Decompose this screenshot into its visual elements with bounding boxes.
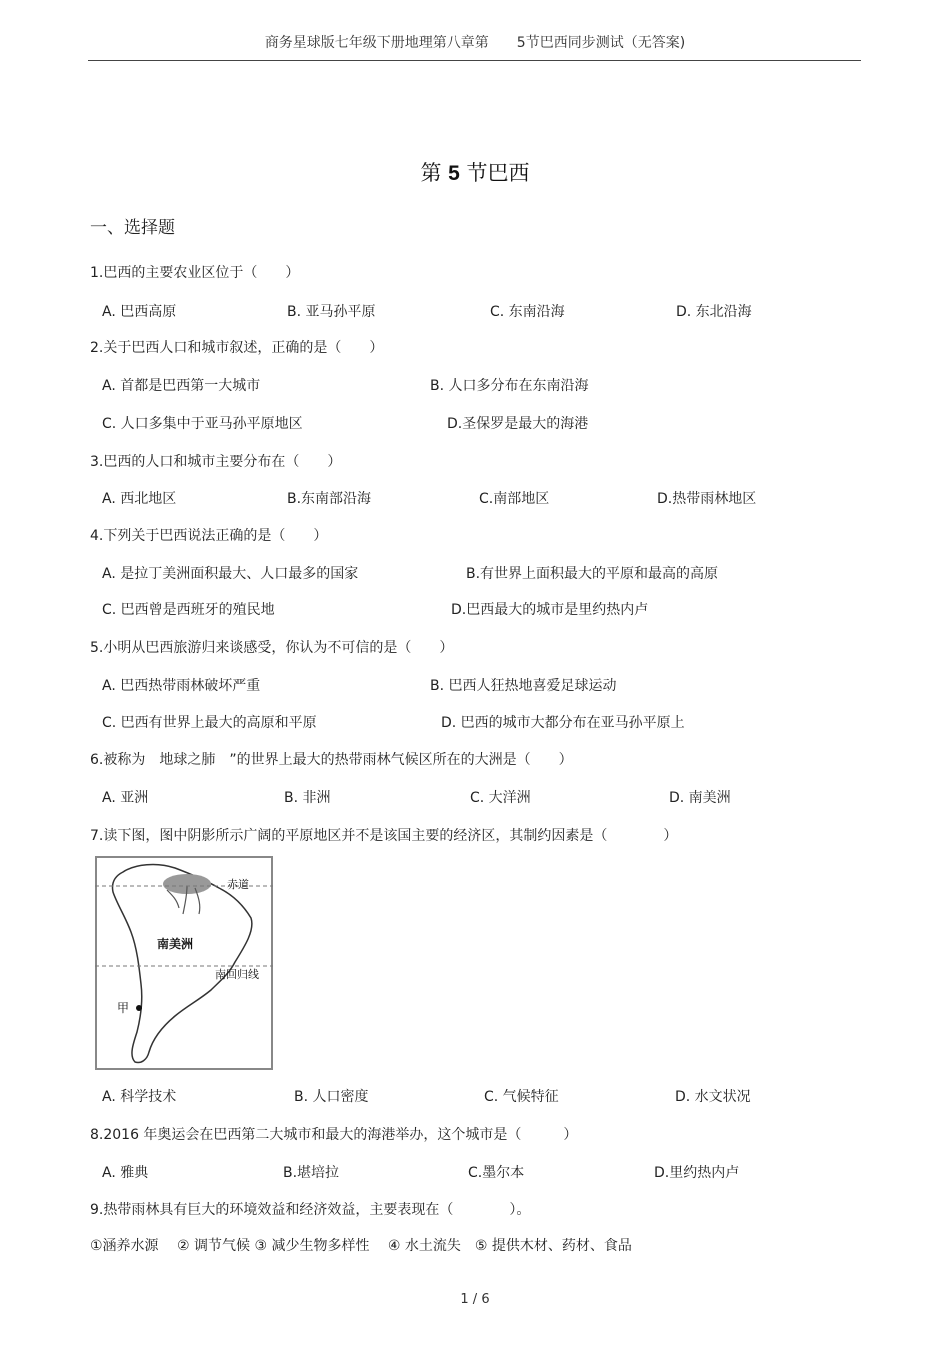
q4-option-d: D.巴西最大的城市是里约热内卢: [451, 602, 649, 618]
question-7: 7.读下图，图中阴影所示广阔的平原地区并不是该国主要的经济区，其制约因素是（ ）: [90, 828, 678, 844]
q8-option-d: D.里约热内卢: [654, 1165, 740, 1181]
page-number: 1 / 6: [460, 1292, 490, 1307]
q7-option-c: C. 气候特征: [484, 1089, 559, 1105]
q6-option-b: B. 非洲: [284, 790, 331, 806]
q2-option-a: A. 首都是巴西第一大城市: [102, 378, 261, 394]
q6-option-c: C. 大洋洲: [470, 790, 531, 806]
q5-option-a: A. 巴西热带雨林破坏严重: [102, 678, 261, 694]
q8-option-c: C.墨尔本: [468, 1165, 525, 1181]
q4-option-a: A. 是拉丁美洲面积最大、人口最多的国家: [102, 566, 359, 582]
q2-option-b: B. 人口多分布在东南沿海: [430, 378, 589, 394]
page-header: 商务星球版七年级下册地理第八章第 5节巴西同步测试（无答案): [264, 35, 686, 51]
q5-option-d: D. 巴西的城市大都分布在亚马孙平原上: [441, 715, 685, 731]
q3-option-b: B.东南部沿海: [287, 491, 372, 507]
q8-option-a: A. 雅典: [102, 1165, 149, 1181]
question-5: 5.小明从巴西旅游归来谈感受，你认为不可信的是（ ）: [90, 640, 454, 656]
question-4: 4.下列关于巴西说法正确的是（ ）: [90, 528, 328, 544]
point-jia-label: 甲: [117, 1001, 130, 1015]
q7-option-d: D. 水文状况: [675, 1089, 751, 1105]
question-2: 2.关于巴西人口和城市叙述，正确的是（ ）: [90, 340, 384, 356]
q1-option-c: C. 东南沿海: [490, 304, 565, 320]
question-3: 3.巴西的人口和城市主要分布在（ ）: [90, 454, 342, 470]
equator-label: 赤道: [227, 878, 249, 891]
q8-option-b: B.堪培拉: [283, 1165, 340, 1181]
q1-option-b: B. 亚马孙平原: [287, 304, 376, 320]
question-1: 1.巴西的主要农业区位于（ ）: [90, 265, 300, 281]
question-8: 8.2016 年奥运会在巴西第二大城市和最大的海港举办，这个城市是（ ）: [90, 1127, 578, 1143]
q3-option-a: A. 西北地区: [102, 491, 177, 507]
q4-option-b: B.有世界上面积最大的平原和最高的高原: [466, 566, 719, 582]
header-divider: [88, 60, 861, 61]
q1-option-a: A. 巴西高原: [102, 304, 177, 320]
south-america-map: [95, 856, 273, 1070]
q2-option-d: D.圣保罗是最大的海港: [447, 416, 589, 432]
q7-option-b: B. 人口密度: [294, 1089, 369, 1105]
q3-option-d: D.热带雨林地区: [657, 491, 757, 507]
continent-label: 南美洲: [157, 937, 194, 951]
q1-option-d: D. 东北沿海: [676, 304, 752, 320]
q6-option-d: D. 南美洲: [669, 790, 731, 806]
question-6: 6.被称为 地球之肺 ”的世界上最大的热带雨林气候区所在的大洲是（ ）: [90, 752, 573, 768]
q2-option-c: C. 人口多集中于亚马孙平原地区: [102, 416, 303, 432]
q5-option-c: C. 巴西有世界上最大的高原和平原: [102, 715, 317, 731]
q3-option-c: C.南部地区: [479, 491, 550, 507]
q9-items: ①涵养水源 ② 调节气候 ③ 减少生物多样性 ④ 水土流失 ⑤ 提供木材、药材、食品: [90, 1238, 632, 1254]
q4-option-c: C. 巴西曾是西班牙的殖民地: [102, 602, 275, 618]
q7-option-a: A. 科学技术: [102, 1089, 177, 1105]
q6-option-a: A. 亚洲: [102, 790, 149, 806]
q5-option-b: B. 巴西人狂热地喜爱足球运动: [430, 678, 617, 694]
question-9: 9.热带雨林具有巨大的环境效益和经济效益，主要表现在（ ）。: [90, 1202, 531, 1218]
tropic-label: 南回归线: [215, 968, 259, 981]
page-title: 第 5 节巴西: [420, 161, 530, 185]
section-heading: 一、选择题: [90, 218, 175, 238]
point-jia-marker: [136, 1005, 142, 1011]
